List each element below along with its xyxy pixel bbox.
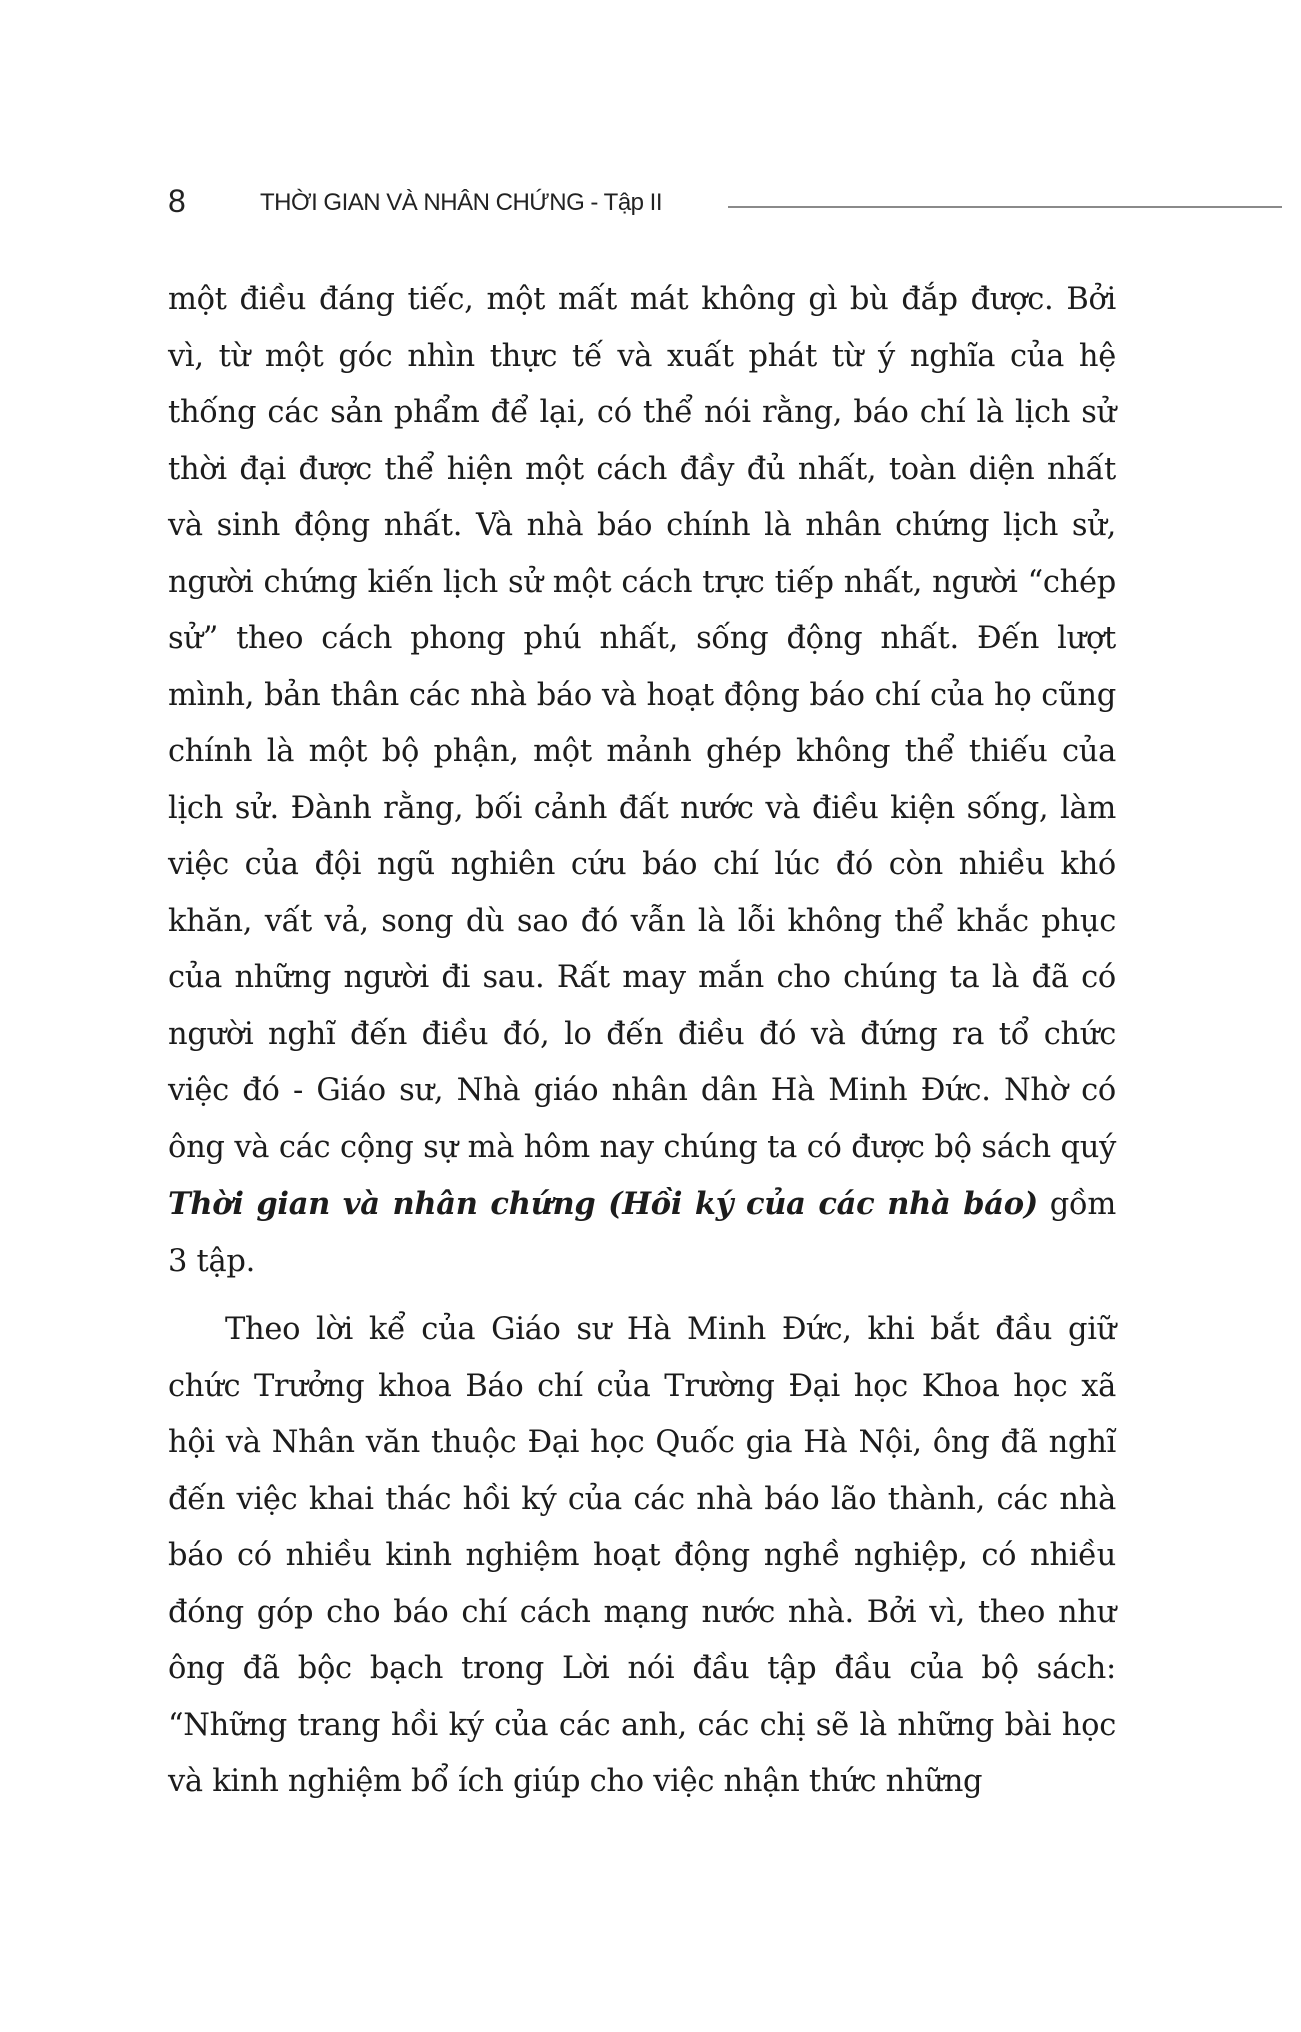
paragraph [168, 272, 1116, 1290]
running-title: THỜI GIAN VÀ NHÂN CHỨNG - Tập II [260, 189, 663, 216]
paragraph: Theo lời kể của Giáo sư Hà Minh Đức, khi bắt đầu giữ chức Trưởng khoa Báo chí của Trường Đại học Khoa học xã hội và Nhân văn thuộc Đại học Quốc gia Hà Nội, ông đã nghĩ đến việc khai thác hồi ký của các nhà báo lão thành, các nhà báo có nhiều kinh nghiệm hoạt động nghề nghiệp, có nhiều đóng góp cho báo chí cách mạng nước nhà. Bởi vì, theo như ông đã bộc bạch trong Lời nói đầu tập đầu của bộ sách: “Những trang hồi ký của các anh, các chị sẽ là những bài học và kinh nghiệm bổ ích giúp cho việc nhận thức những [168, 1312, 1116, 1799]
paragraph-text-end: gồm 3 tập. [168, 1187, 1116, 1279]
paragraph-text: một điều đáng tiếc, một mất mát không gì bù đắp được. Bởi vì, từ một góc nhìn thực tế và xuất phát từ ý nghĩa của hệ thống các sản phẩm để lại, có thể nói rằng, báo chí là lịch sử thời đại được thể hiện một cách đầy đủ nhất, toàn diện nhất và sinh động nhất. Và nhà báo chính là nhân chứng lịch sử, người chứng kiến lịch sử một cách trực tiếp nhất, người “chép sử” theo cách phong phú nhất, sống động nhất. Đến lượt mình, bản thân các nhà báo và hoạt động báo chí của họ cũng chính là một bộ phận, một mảnh ghép không thể thiếu của lịch sử. Đành rằng, bối cảnh đất nước và điều kiện sống, làm việc của đội ngũ nghiên cứu báo chí lúc đó còn nhiều khó khăn, vất vả, song dù sao đó vẫn là lỗi không thể khắc phục của những người đi sau. Rất may mắn cho chúng ta là đã có người nghĩ đến điều đó, lo đến điều đó và đứng ra tổ chức việc đó - Giáo sư, Nhà giáo nhân dân Hà Minh Đức. Nhờ có ông và các cộng sự mà hôm nay chúng ta có được bộ sách quý [168, 282, 1116, 1165]
book-title: Thời gian và nhân chứng (Hồi ký của các nhà báo) [168, 1186, 1038, 1222]
body-text [168, 272, 1116, 1811]
header-rule [728, 206, 1282, 208]
page-header [168, 176, 1118, 226]
page-number: 8 [168, 183, 186, 219]
